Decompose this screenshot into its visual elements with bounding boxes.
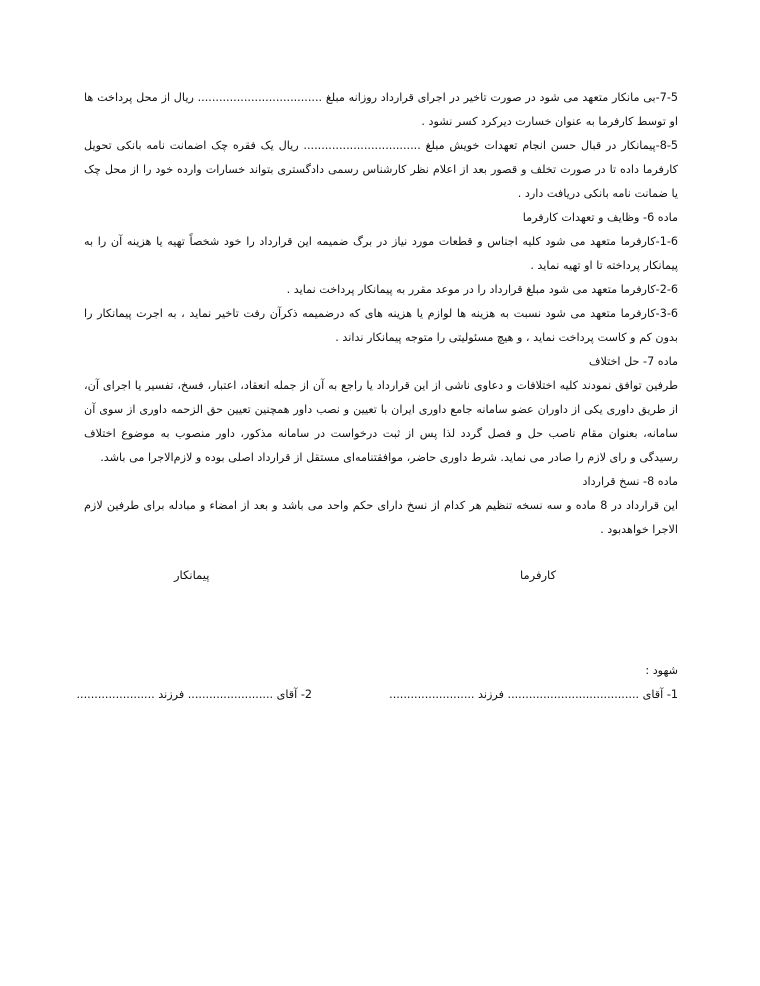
witnesses-title: شهود :	[645, 664, 678, 677]
arbitration-clause: طرفین توافق نمودند کلیه اختلافات و دعاوی ناشی از این قرارداد یا راجع به آن از جمله انعقاد، اعتبار، فسخ، تفسیر یا اجرای آن، از طریق داوری یکی از داوران عضو سامانه جامع داوری ایران با تعیین و نصب داور همچنین تعیین حق الزحمه داوری از سوی آن سامانه، بعنوان مقام ناصب حل و فصل گردد لذا پس از ثبت درخواست در سامانه مذکور، داور منصوب به موضوع اختلاف رسیدگی و رای لازم را صادر می نماید. شرط داوری حاضر، موافقتنامه‌ای مستقل از قرارداد اصلی بوده و لازم‌الاجرا می باشد.	[84, 379, 678, 464]
clause-5-7: 7-5-بی مانکار متعهد می شود در صورت تاخیر در اجرای قرارداد روزانه مبلغ ................................... ریال از محل پرداخت ها او توسط کارفرما به عنوان خسارت دیرکرد کسر نشود .	[84, 91, 678, 128]
clause-6-2: 2-6-کارفرما متعهد می شود مبلغ قرارداد را در موعد مقرر به پیمانکار پرداخت نماید .	[286, 283, 678, 296]
employer-signature-label: کارفرما	[520, 568, 557, 582]
witness-1-line: 1- آقای ..................................... فرزند ........................	[389, 688, 678, 701]
clause-6-1: 1-6-کارفرما متعهد می شود کلیه اجناس و قطعات مورد نیاز در برگ ضمیمه این قرارداد را خود شخصاً تهیه یا هزینه آن را به پیمانکار پرداخته تا او تهیه نماید .	[84, 235, 678, 272]
article-7-heading: ماده 7- حل اختلاف	[588, 355, 678, 368]
contract-body	[84, 86, 678, 542]
clause-5-8: 8-5-پیمانکار در قبال حسن انجام تعهدات خویش مبلغ ................................. ریال یک فقره چک اضمانت نامه بانکی تحویل کارفرما داده تا در صورت تخلف و قصور بعد از اعلام نظر کارشناس رسمی دادگستری بتواند خسارات وارده خود را از محل چک یا ضمانت نامه بانکی دریافت دارد .	[84, 139, 678, 200]
article-8-heading: ماده 8- نسخ قرارداد	[582, 475, 678, 488]
signature-row	[0, 568, 760, 592]
witness-2-line: 2- آقای ........................ فرزند ......................	[76, 688, 312, 701]
copies-clause: این قرارداد در 8 ماده و سه نسخه تنظیم هر کدام از نسخ دارای حکم واحد می باشد و بعد از امضاء و مبادله برای طرفین لازم الاجرا خواهدبود .	[84, 499, 678, 536]
contractor-signature-label: پیمانکار	[174, 568, 210, 582]
article-6-heading: ماده 6- وظایف و تعهدات کارفرما	[522, 211, 678, 224]
clause-6-3: 3-6-کارفرما متعهد می شود نسبت به هزینه ها لوازم یا هزینه های که درضمیمه ذکرآن رفت تاخیر نماید ، به اجرت پیمانکار را بدون کم و کاست پرداخت نماید ، و هیچ مسئولیتی را متوجه پیمانکار نداند .	[84, 307, 678, 344]
